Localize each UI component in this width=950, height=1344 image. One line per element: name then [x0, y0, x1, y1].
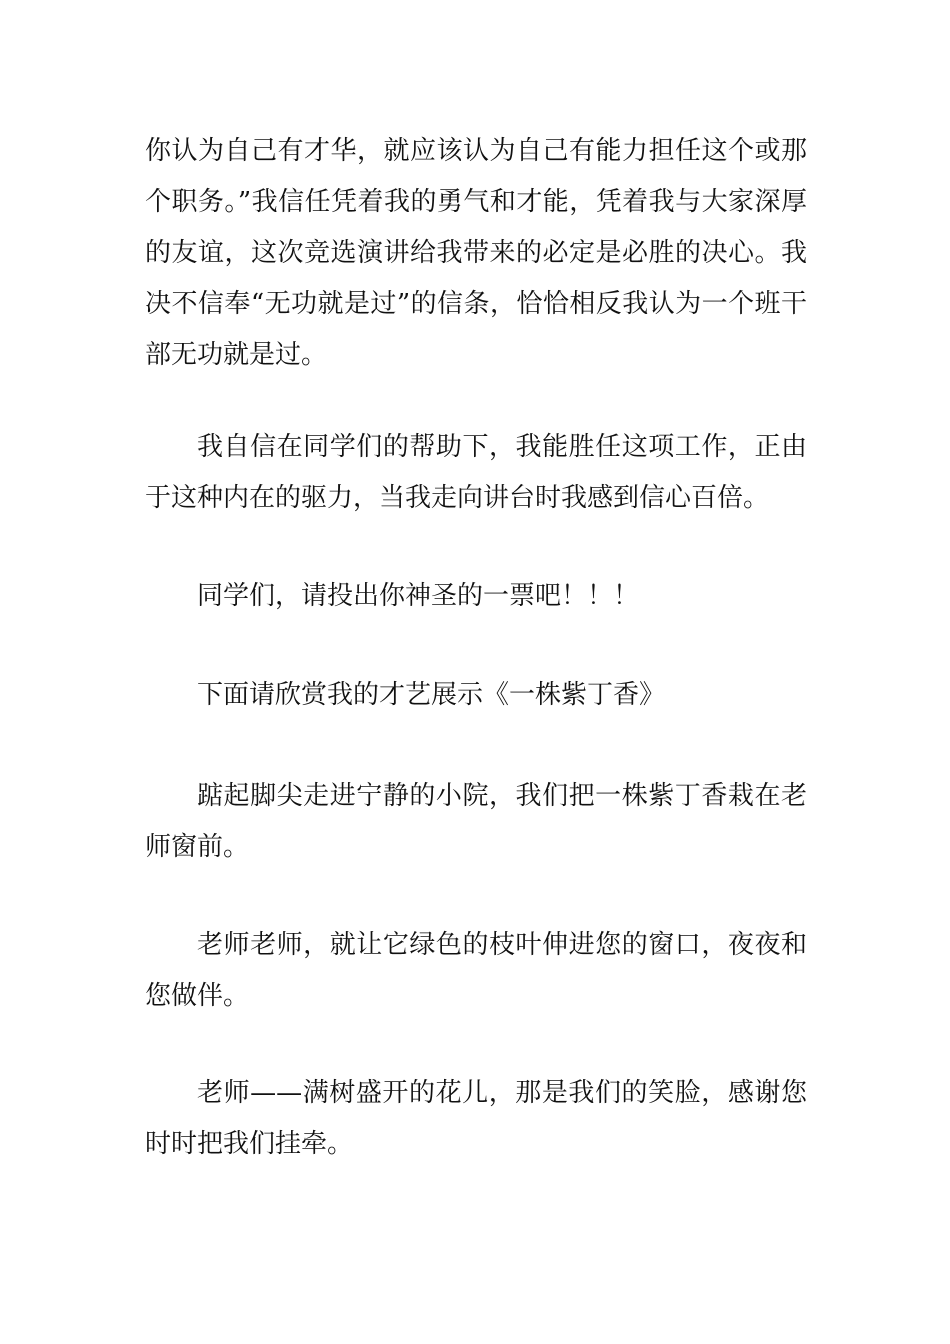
poem-line-window: 老师老师，就让它绿色的枝叶伸进您的窗口，夜夜和您做伴。 [145, 930, 807, 1011]
paragraph-talent-intro: 下面请欣赏我的才艺展示《一株紫丁香》 [197, 680, 666, 710]
paragraph-vote-request: 同学们，请投出你神圣的一票吧！！！ [197, 581, 640, 611]
poem-line-courtyard: 踮起脚尖走进宁静的小院，我们把一株紫丁香栽在老师窗前。 [145, 781, 807, 862]
paragraph-continued-speech: 你认为自己有才华，就应该认为自己有能力担任这个或那个职务。”我信任凭着我的勇气和才能，凭着我与大家深厚的友谊，这次竞选演讲给我带来的必定是必胜的决心。我决不信奉“无功就是过”的信条，恰恰相反我认为一个班干部无功就是过。 [145, 136, 807, 370]
paragraph-confidence: 我自信在同学们的帮助下，我能胜任这项工作，正由于这种内在的驱力，当我走向讲台时我感到信心百倍。 [145, 432, 807, 513]
poem-line-flowers: 老师——满树盛开的花儿，那是我们的笑脸，感谢您时时把我们挂牵。 [145, 1078, 807, 1159]
